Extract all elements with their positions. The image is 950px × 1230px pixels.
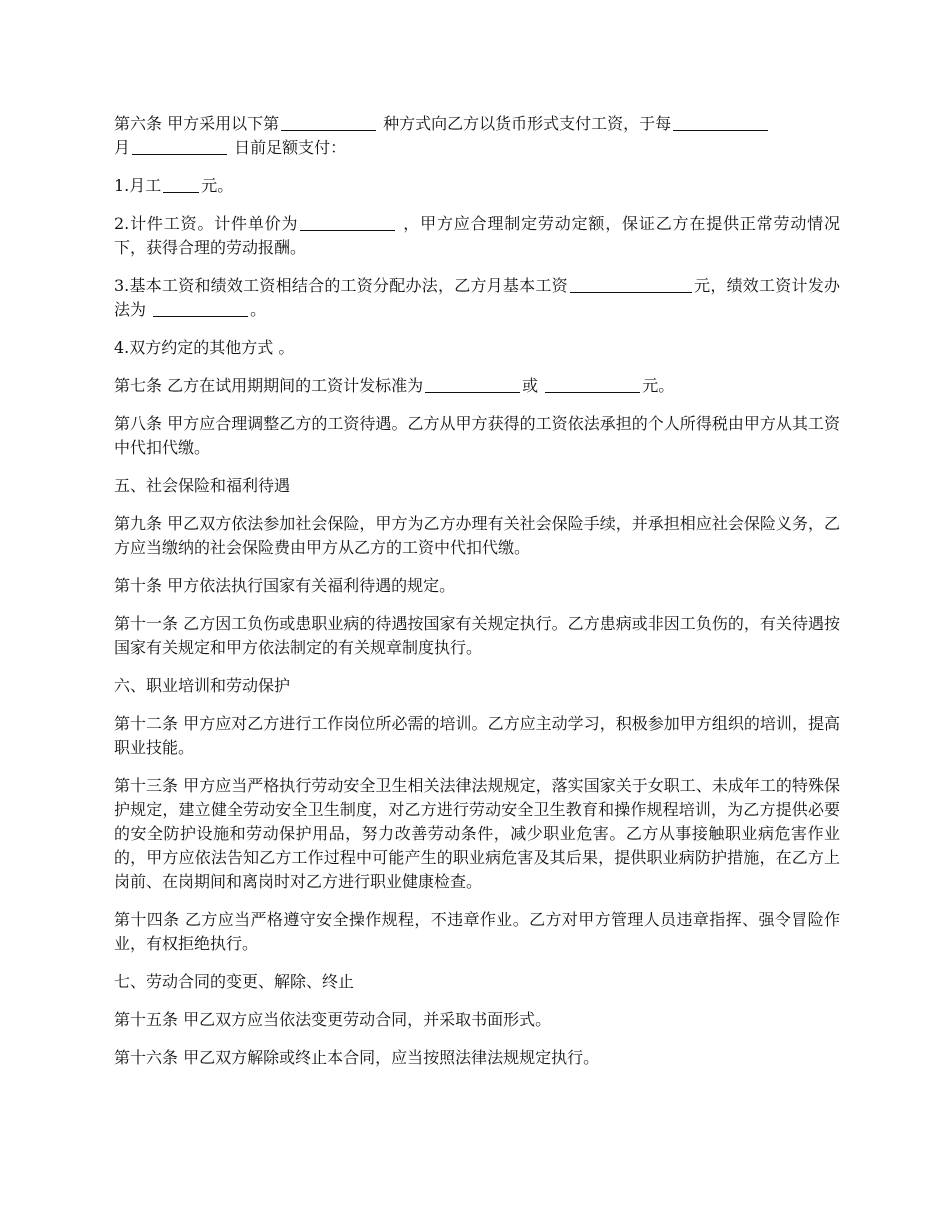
article-6-text-a: 第六条 甲方采用以下第 <box>114 114 280 133</box>
monthly-wage-blank[interactable] <box>163 176 199 193</box>
performance-wage-blank[interactable] <box>153 300 248 317</box>
payment-day-blank[interactable] <box>132 138 227 155</box>
item-3-text-c: 。 <box>250 300 267 319</box>
article-11: 第十一条 乙方因工负伤或患职业病的待遇按国家有关规定执行。乙方患病或非因工负伤的，有关待遇按国家有关规定和甲方依法制定的有关规章制度执行。 <box>114 614 840 657</box>
item-2-text-b: ，甲方应合理制定劳动定额，保证乙方在提供正常劳动情况下，获得合理的劳动报酬。 <box>114 214 840 257</box>
article-14: 第十四条 乙方应当严格遵守安全操作规程，不违章作业。乙方对甲方管理人员违章指挥、强令冒险作业，有权拒绝执行。 <box>114 910 840 953</box>
article-10: 第十条 甲方依法执行国家有关福利待遇的规定。 <box>114 576 456 595</box>
article-6-text-d: 日前足额支付： <box>229 138 347 157</box>
item-3-text-a: 3.基本工资和绩效工资相结合的工资分配办法，乙方月基本工资 <box>114 276 568 295</box>
article-6-text-c: 月 <box>114 138 131 157</box>
section-7-heading: 七、劳动合同的变更、解除、终止 <box>114 972 355 991</box>
article-9: 第九条 甲乙双方依法参加社会保险，甲方为乙方办理有关社会保险手续，并承担相应社会保险义务，乙方应当缴纳的社会保险费由甲方从乙方的工资中代扣代缴。 <box>114 514 840 557</box>
payment-method-blank[interactable] <box>281 114 376 131</box>
article-7 <box>114 374 840 398</box>
article-15: 第十五条 甲乙双方应当依法变更劳动合同，并采取书面形式。 <box>114 1010 552 1029</box>
piece-rate-blank[interactable] <box>300 214 395 231</box>
item-1 <box>114 174 840 198</box>
probation-wage-blank-1[interactable] <box>425 376 520 393</box>
item-1-text-a: 1.月工 <box>114 176 162 195</box>
article-6-text-b: 种方式向乙方以货币形式支付工资，于每 <box>378 114 672 133</box>
article-8: 第八条 甲方应合理调整乙方的工资待遇。乙方从甲方获得的工资依法承担的个人所得税由甲方从其工资中代扣代缴。 <box>114 414 840 457</box>
item-1-text-b: 元。 <box>201 176 234 195</box>
article-7-text-c: 元。 <box>642 376 675 395</box>
article-16: 第十六条 甲乙双方解除或终止本合同，应当按照法律法规规定执行。 <box>114 1048 600 1067</box>
article-7-text-a: 第七条 乙方在试用期期间的工资计发标准为 <box>114 376 424 395</box>
payment-month-blank[interactable] <box>673 114 768 131</box>
article-13: 第十三条 甲方应当严格执行劳动安全卫生相关法律法规规定，落实国家关于女职工、未成年工的特殊保护规定，建立健全劳动安全卫生制度，对乙方进行劳动安全卫生教育和操作规程培训，为乙方提供必要的安全防护设施和劳动保护用品，努力改善劳动条件，减少职业危害。乙方从事接触职业病危害作业的，甲方应依法告知乙方工作过程中可能产生的职业病危害及其后果，提供职业病防护措施，在乙方上岗前、在岗期间和离岗时对乙方进行职业健康检查。 <box>114 776 840 891</box>
item-4: 4.双方约定的其他方式 。 <box>114 338 295 357</box>
document-page <box>114 112 840 1084</box>
section-6-heading: 六、职业培训和劳动保护 <box>114 676 291 695</box>
item-3 <box>114 274 840 322</box>
article-7-text-b: 或 <box>522 376 544 395</box>
item-2 <box>114 212 840 260</box>
section-5-heading: 五、社会保险和福利待遇 <box>114 476 291 495</box>
base-wage-blank[interactable] <box>570 276 692 293</box>
probation-wage-blank-2[interactable] <box>545 376 640 393</box>
article-6 <box>114 112 840 160</box>
article-12: 第十二条 甲方应对乙方进行工作岗位所必需的培训。乙方应主动学习，积极参加甲方组织的培训，提高职业技能。 <box>114 714 840 757</box>
item-2-text-a: 2.计件工资。计件单价为 <box>114 214 299 233</box>
item-3-text-b: 元，绩效工资计发办法为 <box>114 276 840 319</box>
